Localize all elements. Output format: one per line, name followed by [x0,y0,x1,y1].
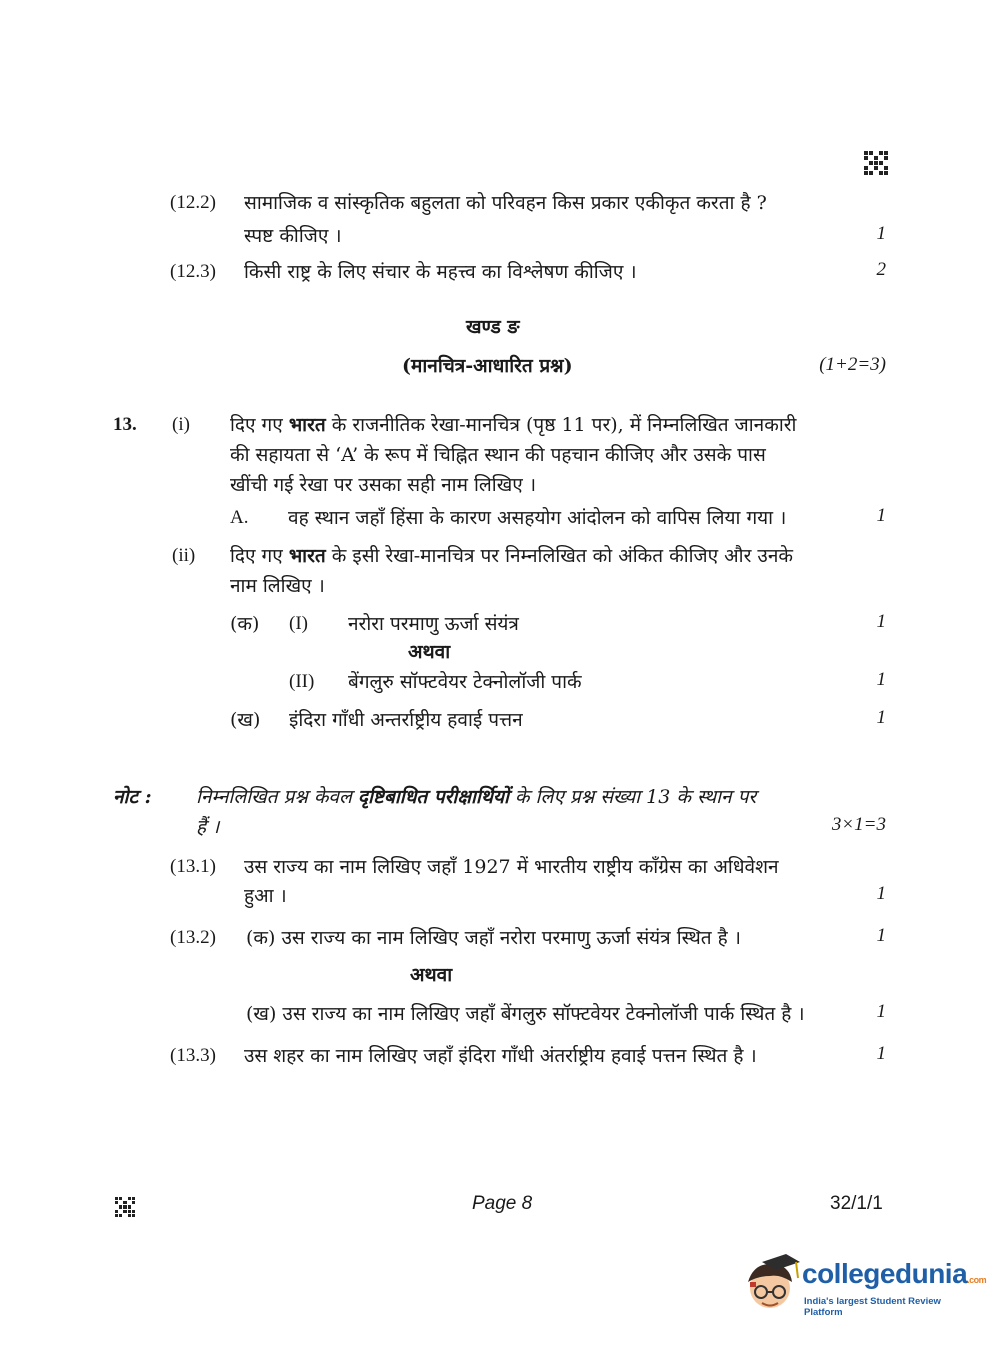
question-number: 13. [113,414,137,435]
question-text: दिए गए भारत के इसी रेखा-मानचित्र पर निम्नलिखित को अंकित कीजिए और उनके [230,545,793,567]
marks: 1 [876,883,886,904]
or-label: अथवा [408,641,451,663]
student-mascot-icon [740,1252,802,1314]
marks: 1 [876,707,886,728]
note-text: निम्नलिखित प्रश्न केवल दृष्टिबाधित परीक्षार्थियों के लिए प्रश्न संख्या 13 के स्थान पर [196,786,757,808]
note-marks: 3×1=3 [831,814,886,835]
question-text: (क) उस राज्य का नाम लिखिए जहाँ नरोरा परमाणु ऊर्जा संयंत्र स्थित है । [246,927,741,949]
option-text: वह स्थान जहाँ हिंसा के कारण असहयोग आंदोलन को वापिस लिया गया । [288,507,787,529]
qr-code-icon [864,151,888,175]
option-text: बेंगलुरु सॉफ्टवेयर टेक्नोलॉजी पार्क [348,671,582,693]
marks: 1 [876,1001,886,1022]
note-label: नोट : [113,786,152,808]
option-label: (I) [289,613,308,634]
collegedunia-logo[interactable] [740,1250,987,1318]
question-text: की सहायता से ‘A’ के रूप में चिह्नित स्थान की पहचान कीजिए और उसके पास [230,444,766,466]
brand-name: collegedunia [802,1258,968,1289]
brand-tagline: India's largest Student Review Platform [804,1296,941,1318]
paper-code: 32/1/1 [830,1193,883,1214]
marks: 1 [876,925,886,946]
section-title: खण्ड ङ [466,316,520,338]
question-text: उस शहर का नाम लिखिए जहाँ इंदिरा गाँधी अंतर्राष्ट्रीय हवाई पत्तन स्थित है । [244,1045,757,1067]
brand-suffix: .com [967,1275,987,1285]
question-text: स्पष्ट कीजिए । [244,225,342,247]
part-label: (ii) [172,545,196,566]
or-label: अथवा [410,964,453,986]
question-text: नाम लिखिए । [230,575,325,597]
option-label: (क) [230,613,260,635]
note-text: हैं । [196,816,220,838]
subquestion-number: (12.2) [170,192,216,213]
section-marks: (1+2=3) [819,354,886,375]
marks: 1 [876,669,886,690]
question-text: हुआ । [244,885,287,907]
subquestion-number: (12.3) [170,261,216,282]
part-label: (i) [172,414,190,435]
subquestion-number: (13.1) [170,856,216,877]
question-text: खींची गई रेखा पर उसका सही नाम लिखिए । [230,474,537,496]
qr-code-icon [115,1197,135,1217]
question-text: सामाजिक व सांस्कृतिक बहुलता को परिवहन किस प्रकार एकीकृत करता है ? [244,192,767,214]
marks: 1 [876,1043,886,1064]
option-text: इंदिरा गाँधी अन्तर्राष्ट्रीय हवाई पत्तन [289,709,523,731]
marks: 1 [876,223,886,244]
question-text: दिए गए भारत के राजनीतिक रेखा-मानचित्र (पृष्ठ 11 पर), में निम्नलिखित जानकारी [230,414,797,436]
subquestion-number: (13.3) [170,1045,216,1066]
option-label: A. [230,507,249,528]
marks: 1 [876,505,886,526]
marks: 1 [876,611,886,632]
option-label: (ख) [230,709,261,731]
page-number: Page 8 [472,1193,533,1214]
marks: 2 [876,259,886,280]
option-text: नरोरा परमाणु ऊर्जा संयंत्र [348,613,519,635]
section-subtitle: (मानचित्र-आधारित प्रश्न) [402,355,573,377]
option-label: (II) [289,671,315,692]
question-text: किसी राष्ट्र के लिए संचार के महत्त्व का विश्लेषण कीजिए । [244,261,637,283]
question-text: उस राज्य का नाम लिखिए जहाँ 1927 में भारतीय राष्ट्रीय काँग्रेस का अधिवेशन [244,856,779,878]
question-text: (ख) उस राज्य का नाम लिखिए जहाँ बेंगलुरु सॉफ्टवेयर टेक्नोलॉजी पार्क स्थित है । [246,1003,805,1025]
subquestion-number: (13.2) [170,927,216,948]
